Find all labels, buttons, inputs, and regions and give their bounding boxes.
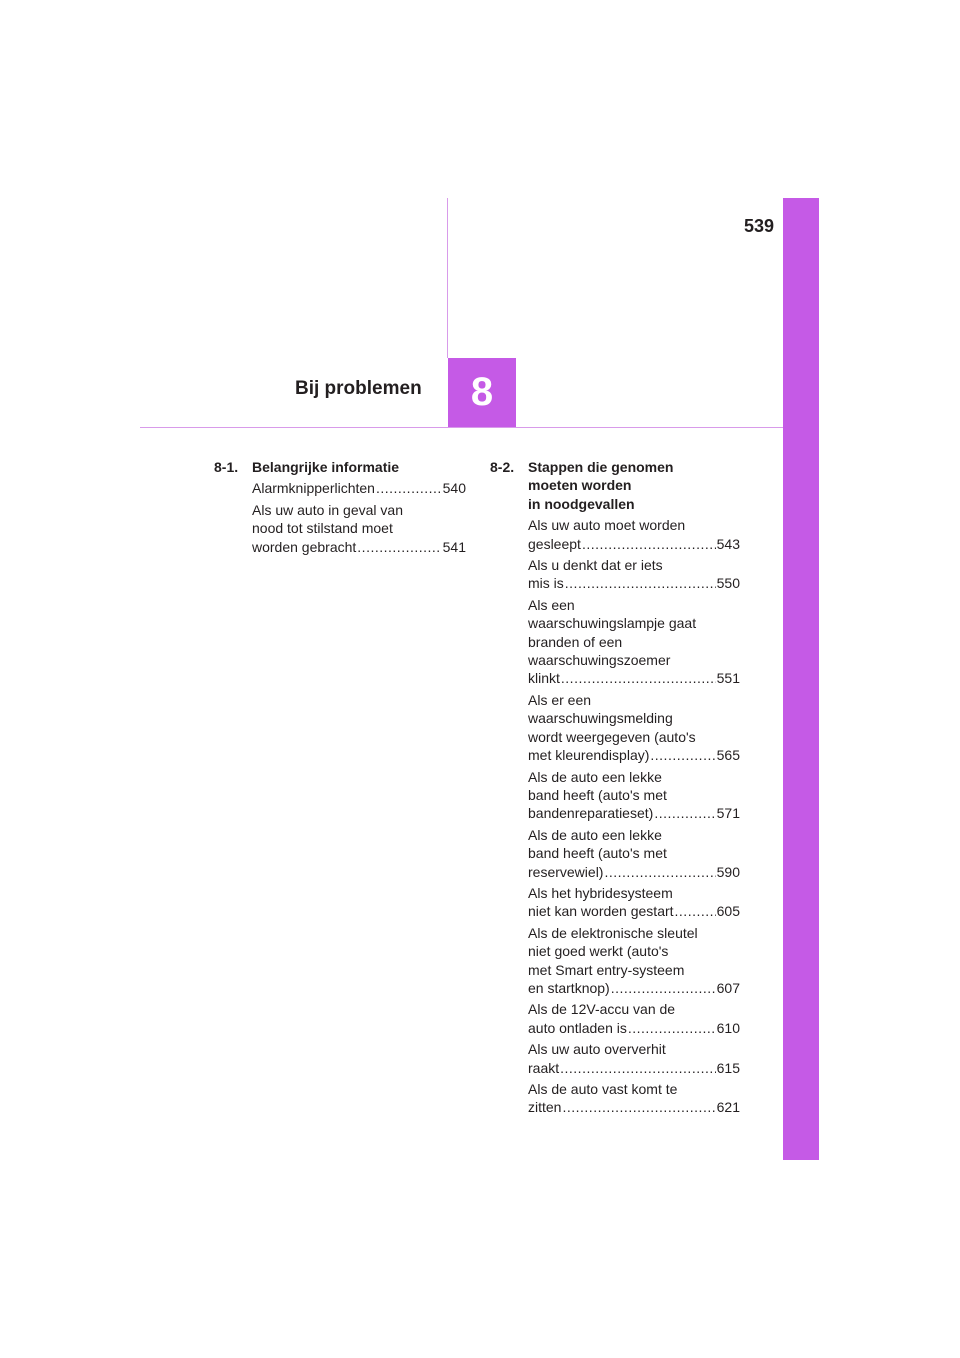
toc-entry-last-line <box>252 479 466 497</box>
toc-entry-last-line <box>528 902 740 920</box>
dot-leader <box>604 863 715 881</box>
toc-entry[interactable] <box>528 826 740 881</box>
toc-entry-line: Als uw auto moet worden <box>528 517 686 534</box>
toc-entry-last-line <box>528 746 740 764</box>
section-title-line: moeten worden <box>528 477 632 494</box>
section-title <box>252 458 466 476</box>
divider-vertical <box>447 198 448 358</box>
toc-entry-line: Als de auto een lekke <box>528 768 662 785</box>
toc-entry-page[interactable]: 540 <box>442 480 466 497</box>
toc-entry-line: zitten <box>528 1099 562 1116</box>
toc-entry-line: Als uw auto oververhit <box>528 1041 666 1058</box>
toc-entry-line: band heeft (auto's met <box>528 786 667 803</box>
dot-leader <box>654 804 715 822</box>
toc-entry-last-line <box>528 669 740 687</box>
toc-entry[interactable] <box>252 479 466 497</box>
toc-entry-line: worden gebracht <box>252 538 357 555</box>
toc-entry-page[interactable]: 621 <box>716 1099 740 1116</box>
toc-entry[interactable] <box>528 1040 740 1077</box>
toc-entry-line: waarschuwingslampje gaat <box>528 615 697 632</box>
toc-entry-line: wordt weergegeven (auto's <box>528 728 696 745</box>
section-number: 8-2. <box>490 459 515 475</box>
toc-entry-line: Als uw auto in geval van <box>252 501 403 518</box>
toc-entry-line: en startknop) <box>528 979 610 996</box>
chapter-number-box <box>448 358 516 427</box>
toc-entry-last-line <box>528 1059 740 1077</box>
section-title-line: Stappen die genomen <box>528 459 674 475</box>
toc-entry-line: Als de elektronische sleutel <box>528 924 698 941</box>
toc-entry[interactable] <box>528 1000 740 1037</box>
toc-entry[interactable] <box>528 691 740 765</box>
toc-entry-page[interactable]: 541 <box>442 538 466 555</box>
toc-entry-line: bandenreparatieset) <box>528 805 654 822</box>
chapter-number: 8 <box>470 370 494 414</box>
toc-entry-last-line <box>528 979 740 997</box>
toc-entry-line: waarschuwingsmelding <box>528 710 673 727</box>
toc-entry-line: Als u denkt dat er iets <box>528 557 663 574</box>
toc-entry[interactable] <box>528 1080 740 1117</box>
toc-entry-line: klinkt <box>528 670 560 687</box>
toc-entry[interactable] <box>528 768 740 823</box>
toc-entry[interactable] <box>252 501 466 556</box>
toc-entry[interactable] <box>528 516 740 553</box>
toc-entry-line: Als het hybridesysteem <box>528 884 673 901</box>
section-title <box>528 458 740 513</box>
dot-leader <box>675 902 716 920</box>
section-title-line: Belangrijke informatie <box>252 459 400 475</box>
dot-leader <box>628 1019 716 1037</box>
toc-entry-line: nood tot stilstand moet <box>252 520 393 537</box>
toc-entry-last-line <box>528 863 740 881</box>
toc-entry-line: Als de auto vast komt te <box>528 1081 678 1097</box>
toc-entry[interactable] <box>528 884 740 921</box>
page-number: 539 <box>743 216 774 236</box>
toc-entry-line: auto ontladen is <box>528 1019 627 1036</box>
toc-entry[interactable] <box>528 924 740 998</box>
chapter-side-tab <box>783 198 819 1160</box>
toc-entry-page[interactable]: 565 <box>716 747 740 764</box>
dot-leader <box>562 1098 715 1116</box>
dot-leader <box>357 538 441 556</box>
toc-entry-last-line <box>528 535 740 553</box>
toc-entry-line: niet goed werkt (auto's <box>528 943 669 960</box>
toc-entry-line: met Smart entry-systeem <box>528 961 685 978</box>
toc-entry[interactable] <box>528 596 740 688</box>
toc-entry-last-line <box>252 538 466 556</box>
toc-entry-line: gesleept <box>528 535 581 552</box>
toc-entry-line: Als de 12V-accu van de <box>528 1001 676 1018</box>
toc-column-left <box>214 458 466 556</box>
toc-entry-page[interactable]: 543 <box>716 535 740 552</box>
toc-entry-page[interactable]: 590 <box>716 863 740 880</box>
toc-entry-line: Alarmknipperlichten <box>252 480 375 497</box>
toc-entry-line: Als de auto een lekke <box>528 826 662 843</box>
dot-leader <box>376 479 442 497</box>
toc-column-right <box>490 458 740 1117</box>
toc-entry-last-line <box>528 1098 740 1116</box>
toc-entry-line: reservewiel) <box>528 863 604 880</box>
dot-leader <box>560 1059 716 1077</box>
toc-entry-page[interactable]: 605 <box>716 903 740 920</box>
section-heading <box>214 458 466 476</box>
dot-leader <box>561 669 716 687</box>
section-title-line: in noodgevallen <box>528 495 635 512</box>
toc-entry-line: Als een <box>528 596 575 613</box>
dot-leader <box>611 979 716 997</box>
toc-entry-last-line <box>528 804 740 822</box>
toc-entry[interactable] <box>528 556 740 593</box>
toc-entry-line: Als er een <box>528 691 592 708</box>
dot-leader <box>582 535 716 553</box>
divider-horizontal <box>140 427 783 428</box>
toc-entry-line: raakt <box>528 1059 560 1076</box>
toc-entry-page[interactable]: 610 <box>716 1019 740 1036</box>
toc-entry-page[interactable]: 607 <box>716 979 740 996</box>
toc-entry-line: waarschuwingszoemer <box>528 652 671 669</box>
toc-entry-last-line <box>528 574 740 592</box>
toc-entry-line: band heeft (auto's met <box>528 845 667 862</box>
toc-entry-line: mis is <box>528 575 564 592</box>
section-number: 8-1. <box>214 459 239 475</box>
toc-entry-page[interactable]: 615 <box>716 1059 740 1076</box>
toc-entry-page[interactable]: 551 <box>716 670 740 687</box>
section-heading <box>490 458 740 513</box>
dot-leader <box>565 574 716 592</box>
toc-entry-page[interactable]: 550 <box>716 575 740 592</box>
toc-entry-page[interactable]: 571 <box>716 805 740 822</box>
toc-entry-line: niet kan worden gestart <box>528 903 674 920</box>
dot-leader <box>650 746 715 764</box>
chapter-title: Bij problemen <box>295 378 422 399</box>
toc-entry-line: met kleurendisplay) <box>528 747 650 764</box>
toc-entry-line: branden of een <box>528 633 623 650</box>
toc-entry-last-line <box>528 1019 740 1037</box>
